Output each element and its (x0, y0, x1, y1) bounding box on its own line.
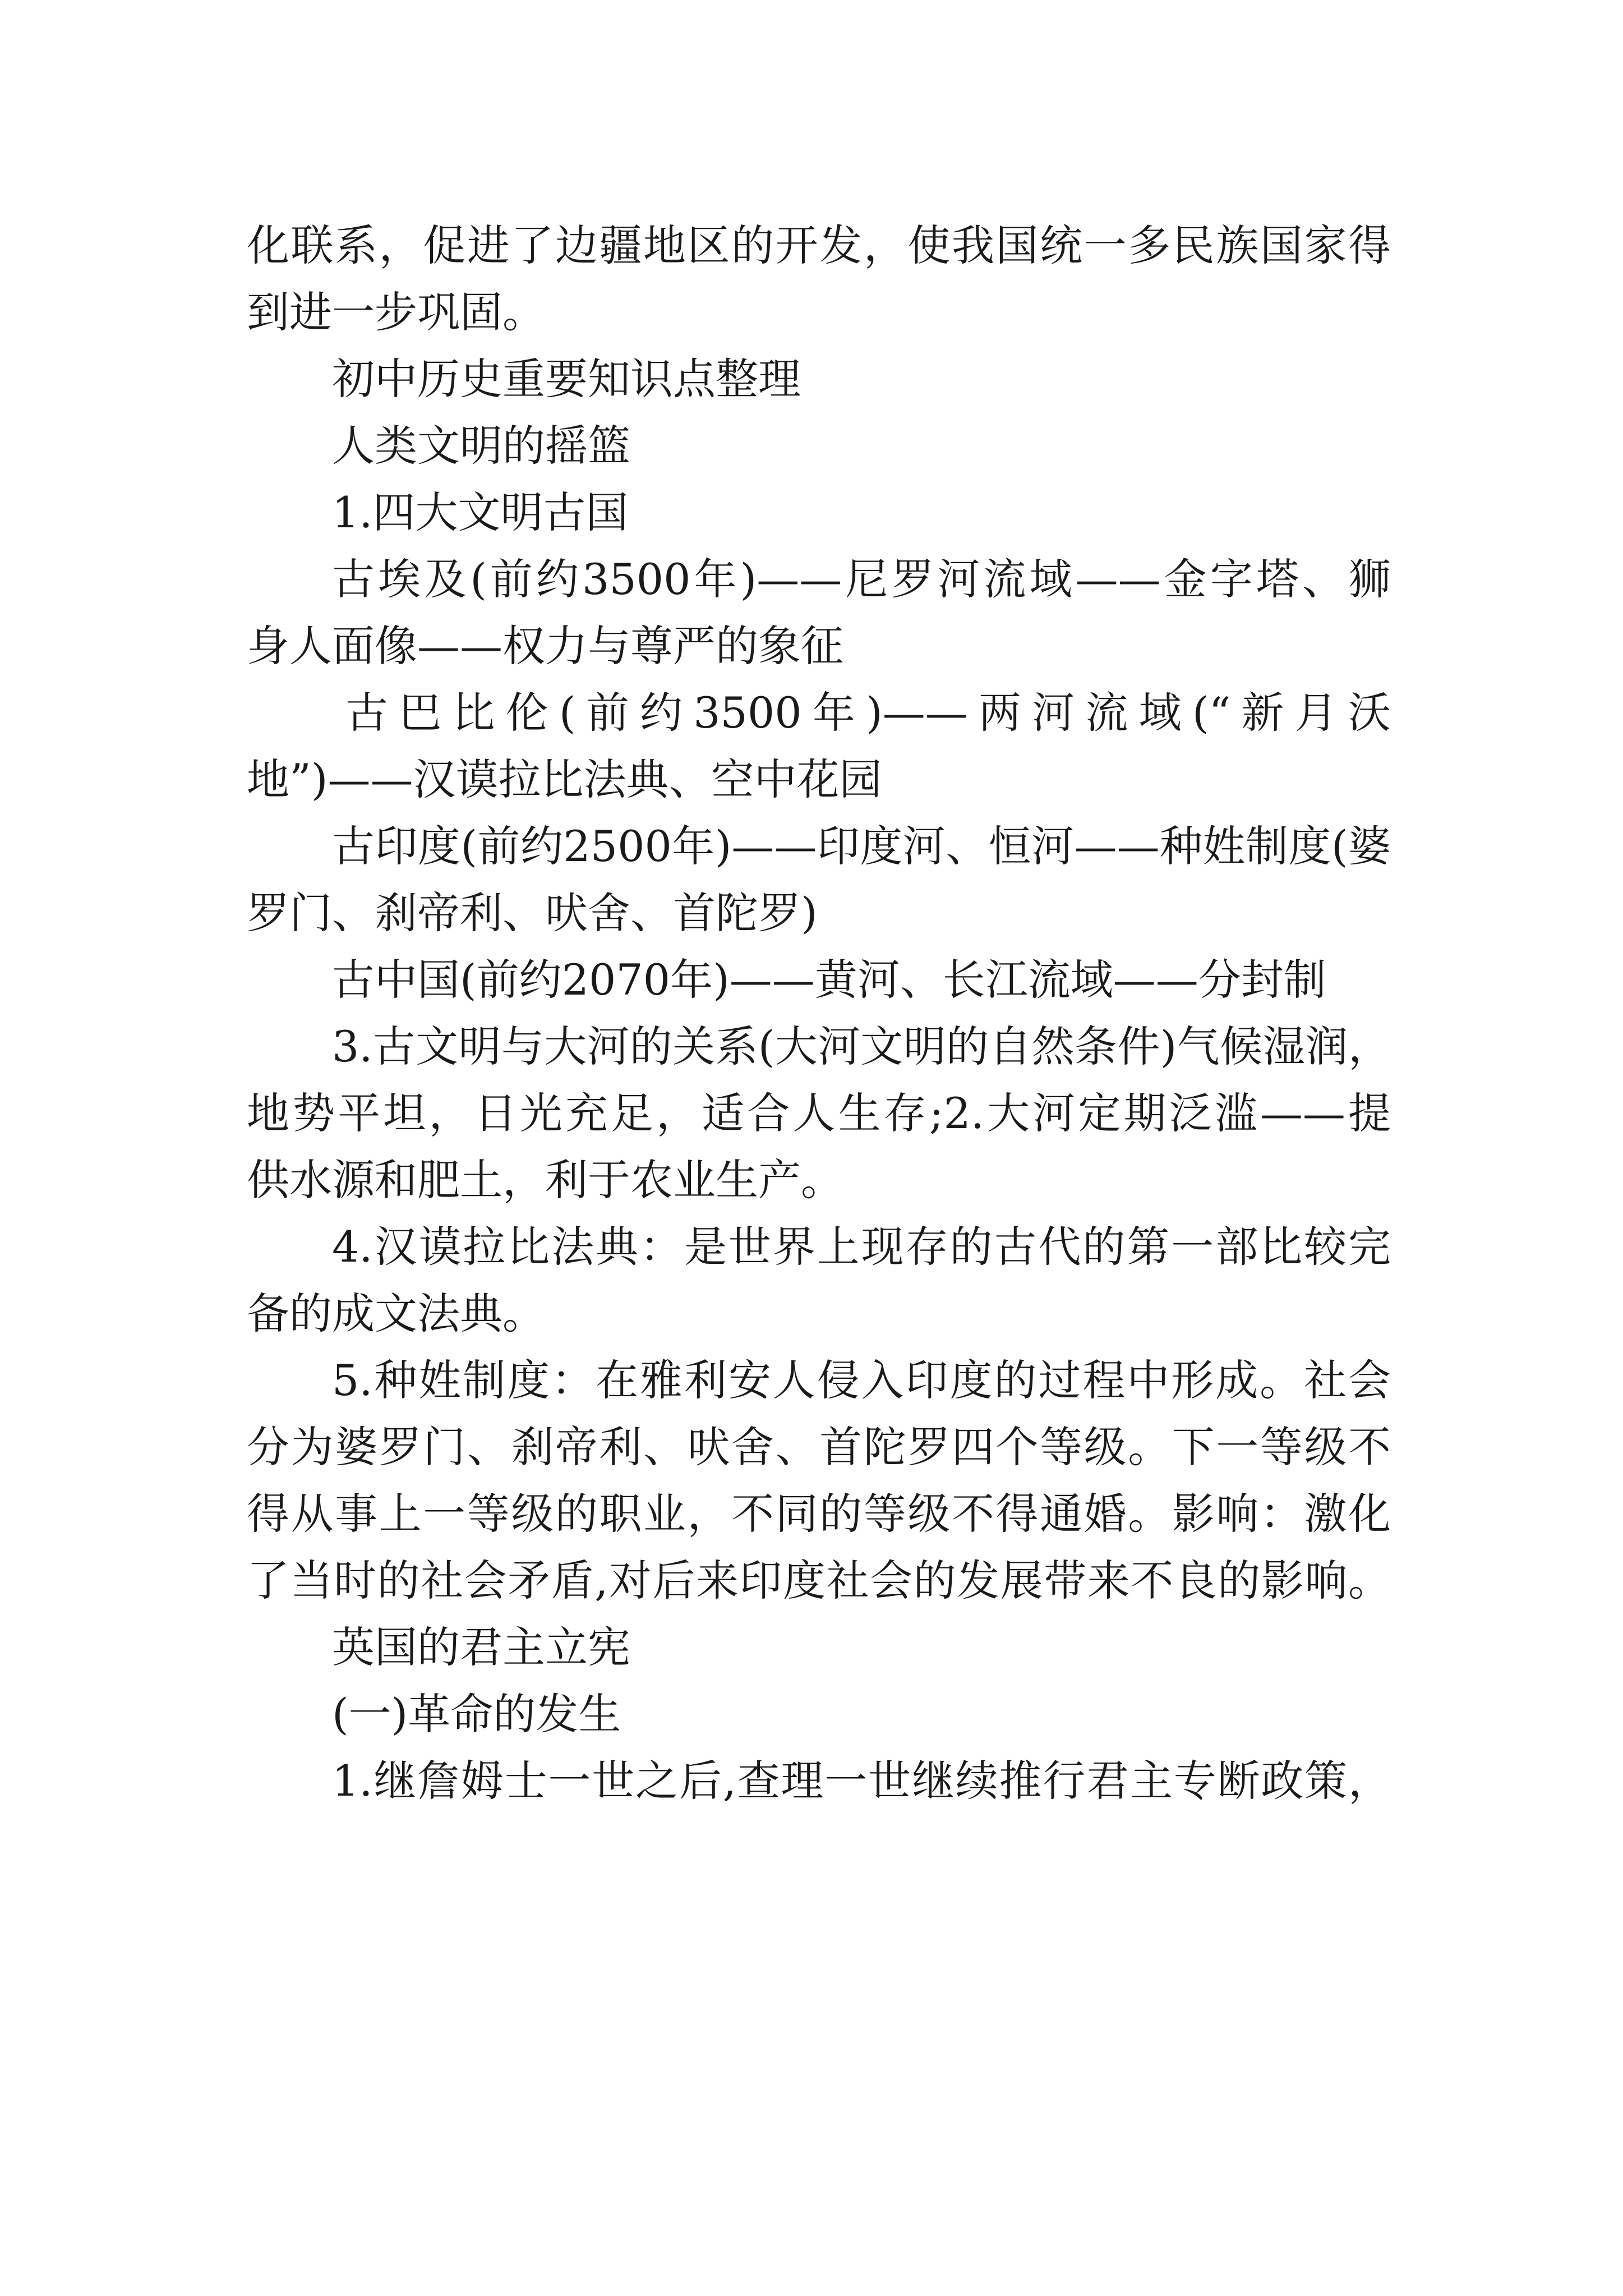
text-line: 到进一步巩固。 (247, 287, 545, 337)
text-line: 古中国(前约2070年)——黄河、长江流域——分封制 (332, 955, 1326, 1005)
text-line: 得从事上一等级的职业，不同的等级不得通婚。影响：激化 (247, 1489, 1391, 1539)
numbered-item: 1.四大文明古国 (332, 487, 629, 537)
numbered-item: 1.继詹姆士一世之后,查理一世继续推行君主专断政策， (332, 1756, 1391, 1806)
text-line: 古印度(前约2500年)——印度河、恒河——种姓制度(婆 (332, 821, 1391, 871)
document-body (247, 212, 1391, 1814)
text-line: 地”)——汉谟拉比法典、空中花园 (247, 754, 882, 804)
text-line: 分为婆罗门、刹帝利、吠舍、首陀罗四个等级。下一等级不 (247, 1422, 1391, 1472)
text-line: 备的成文法典。 (247, 1289, 545, 1338)
numbered-item: 4.汉谟拉比法典：是世界上现存的古代的第一部比较完 (332, 1222, 1391, 1272)
numbered-item: 3.古文明与大河的关系(大河文明的自然条件)气候湿润， (332, 1022, 1391, 1071)
section-heading: 英国的君主立宪 (332, 1622, 630, 1672)
text-line: 古巴比伦(前约3500年)——两河流域(“新月沃 (345, 688, 1391, 738)
subsection-heading: (一)革命的发生 (332, 1689, 621, 1739)
section-heading: 人类文明的摇篮 (332, 421, 630, 471)
text-line: 地势平坦，日光充足，适合人生存;2.大河定期泛滥——提 (247, 1088, 1391, 1138)
text-line: 罗门、刹帝利、吠舍、首陀罗) (247, 888, 818, 938)
text-line: 身人面像——权力与尊严的象征 (247, 621, 843, 671)
text-line: 了当时的社会矛盾,对后来印度社会的发展带来不良的影响。 (247, 1556, 1391, 1605)
section-heading: 初中历史重要知识点整理 (332, 354, 801, 404)
text-line: 古埃及(前约3500年)——尼罗河流域——金字塔、狮 (332, 554, 1391, 604)
text-line: 化联系，促进了边疆地区的开发，使我国统一多民族国家得 (247, 220, 1391, 270)
numbered-item: 5.种姓制度：在雅利安人侵入印度的过程中形成。社会 (332, 1355, 1391, 1405)
text-line: 供水源和肥土，利于农业生产。 (247, 1155, 843, 1205)
